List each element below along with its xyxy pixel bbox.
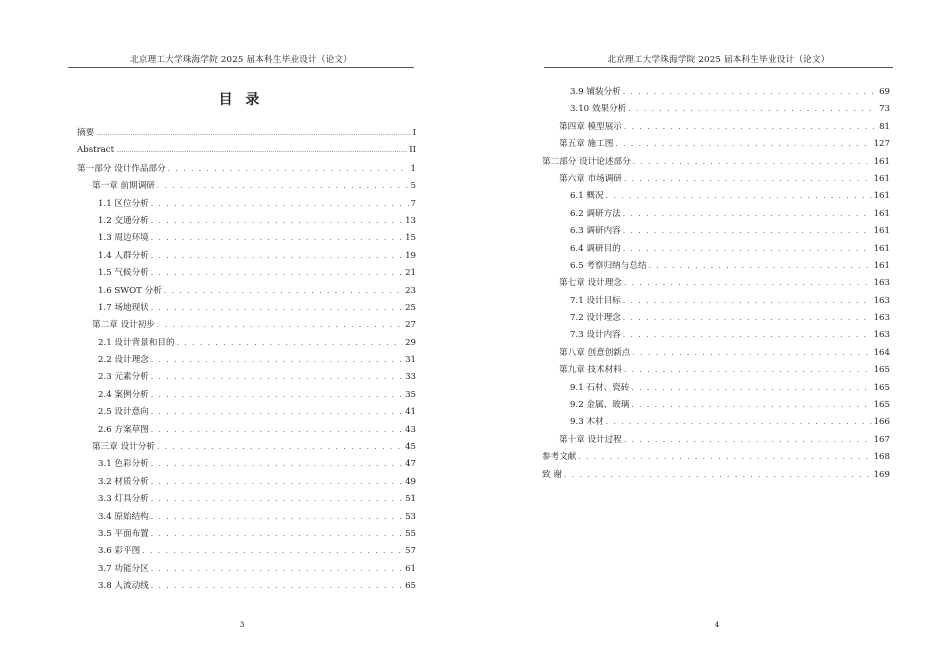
toc-entry[interactable] [542,344,890,361]
toc-entry-page: 57 [405,546,416,557]
toc-list-left [77,125,416,595]
toc-entry-page: 163 [873,330,890,341]
toc-dot-leader [151,490,403,507]
toc-entry-label: 3.5 平面布置 [98,528,149,539]
toc-entry-page: 69 [879,87,890,97]
toc-entry-label: 3.8 人流动线 [98,581,149,592]
toc-entry-label: 1.6 SWOT 分析 [98,285,162,296]
toc-entry-label: 7.1 设计目标 [570,295,621,306]
toc-entry-page: 13 [405,215,416,226]
toc-entry-label: 第四章 模型展示 [559,121,622,132]
toc-entry-page: 165 [873,400,890,411]
toc-dot-leader [633,153,872,170]
toc-dot-leader [623,83,877,100]
toc-entry[interactable] [542,379,890,396]
toc-entry-label: 7.3 设计内容 [570,330,621,341]
toc-entry[interactable] [77,299,416,316]
toc-dot-leader [151,386,403,403]
toc-entry-page: 43 [405,424,416,435]
toc-entry-label: 3.7 功能分区 [98,563,149,574]
toc-entry-label: 第一章 前期调研 [92,181,155,192]
toc-dot-leader [623,240,872,257]
toc-entry[interactable] [77,490,416,507]
toc-entry[interactable] [542,448,890,465]
toc-dot-leader [623,326,872,343]
toc-entry[interactable] [77,282,416,299]
toc-entry-page: 55 [405,528,416,539]
toc-entry-page: 29 [405,337,416,348]
toc-entry-page: I [412,128,416,138]
toc-entry-page: 61 [405,563,416,574]
toc-dot-leader [649,257,872,274]
toc-dot-leader [151,351,403,368]
toc-dot-leader [624,274,872,291]
toc-entry-label: 3.4 原始结构 [98,511,149,522]
toc-entry-label: 1.2 交通分析 [98,215,149,226]
toc-entry[interactable] [542,83,890,100]
toc-entry-page: 163 [873,295,890,306]
toc-dot-leader [606,413,872,430]
toc-entry[interactable] [542,292,890,309]
toc-entry[interactable] [77,160,416,177]
page-number: 4 [714,620,720,629]
toc-entry-page: 23 [405,285,416,296]
toc-entry-label: 第九章 技术材料 [559,365,622,376]
toc-dot-leader [142,542,403,559]
toc-entry[interactable] [77,577,416,594]
toc-dot-leader [116,142,407,159]
toc-entry-page: 65 [405,581,416,592]
toc-entry[interactable] [542,309,890,326]
toc-entry[interactable] [542,135,890,152]
toc-entry-label: Abstract [77,145,115,156]
toc-entry[interactable] [77,455,416,472]
toc-dot-leader [157,316,403,333]
toc-entry-page: 161 [873,191,890,202]
toc-entry-label: 第三章 设计分析 [92,442,155,453]
toc-entry-label: 1.1 区位分析 [98,198,149,209]
toc-entry-label: 2.3 元素分析 [98,372,149,383]
toc-entry-page: II [409,145,416,156]
toc-entry-label: 第六章 市场调研 [559,173,622,184]
toc-entry-label: 3.2 材质分析 [98,476,149,487]
toc-entry-page: 161 [873,243,890,254]
toc-entry[interactable] [542,187,890,204]
toc-entry-page: 51 [405,494,416,505]
toc-entry-label: 6.5 考察归纳与总结 [570,260,647,271]
toc-entry-label: 6.1 概况 [570,191,604,202]
toc-dot-leader [151,195,409,212]
toc-entry[interactable] [77,229,416,246]
toc-entry-page: 165 [873,382,890,393]
toc-entry[interactable] [77,542,416,559]
toc-entry-page: 1 [410,163,416,174]
toc-dot-leader [631,396,871,413]
toc-entry-page: 49 [405,476,416,487]
toc-entry-page: 161 [873,173,890,184]
toc-entry-page: 161 [873,156,890,167]
toc-entry[interactable] [77,177,416,194]
page-number: 3 [239,620,245,629]
toc-entry[interactable] [542,326,890,343]
toc-dot-leader [151,299,403,316]
toc-title: 目 录 [218,92,264,108]
header-rule [544,67,893,68]
toc-dot-leader [632,344,871,361]
toc-entry[interactable] [77,264,416,281]
toc-dot-leader [151,368,403,385]
toc-entry-page: 163 [873,278,890,289]
toc-entry[interactable] [77,386,416,403]
toc-entry[interactable] [77,525,416,542]
toc-entry[interactable] [542,118,890,135]
toc-entry-label: 3.1 色彩分析 [98,459,149,470]
toc-entry-label: 2.4 案例分析 [98,389,149,400]
toc-entry-page: 33 [405,372,416,383]
toc-dot-leader [624,431,872,448]
toc-dot-leader [157,438,403,455]
toc-entry[interactable] [542,466,890,483]
toc-entry[interactable] [77,142,416,159]
toc-entry[interactable] [77,403,416,420]
toc-entry-page: 161 [873,260,890,271]
toc-entry-label: 7.2 设计理念 [570,313,621,324]
toc-entry-label: 6.4 调研目的 [570,243,621,254]
toc-entry-page: 53 [405,511,416,522]
toc-dot-leader [96,125,410,142]
toc-entry-label: 2.2 设计理念 [98,355,149,366]
toc-entry-label: 6.2 调研方法 [570,208,621,219]
toc-entry-label: 2.6 方案草图 [98,424,149,435]
toc-entry-page: 81 [879,121,890,132]
toc-entry-page: 21 [405,268,416,279]
toc-entry-label: 1.3 周边环境 [98,233,149,244]
toc-entry-label: 1.7 场地现状 [98,302,149,313]
toc-entry[interactable] [77,195,416,212]
toc-entry-page: 19 [405,250,416,261]
toc-dot-leader [623,205,872,222]
toc-entry[interactable] [77,473,416,490]
toc-entry-label: 3.3 灯具分析 [98,494,149,505]
toc-entry-page: 169 [873,469,890,480]
toc-entry[interactable] [542,100,890,117]
toc-entry-label: 2.5 设计意向 [98,407,149,418]
toc-dot-leader [631,379,871,396]
toc-dot-leader [606,187,872,204]
page-header: 北京理工大学珠海学院 2025 届本科生毕业设计（论文） [130,55,352,65]
toc-entry[interactable] [542,205,890,222]
toc-entry[interactable] [542,431,890,448]
toc-entry-page: 5 [410,181,416,192]
toc-entry[interactable] [77,368,416,385]
toc-dot-leader [623,292,872,309]
toc-dot-leader [624,118,877,135]
toc-dot-leader [157,177,409,194]
toc-entry-page: 167 [873,434,890,445]
toc-entry-label: 第二章 设计初步 [92,320,155,331]
toc-entry-label: 3.6 彩平图 [98,546,141,557]
toc-dot-leader [623,222,872,239]
toc-entry[interactable] [77,508,416,525]
toc-entry[interactable] [542,361,890,378]
toc-dot-leader [624,361,872,378]
toc-entry-page: 163 [873,313,890,324]
toc-entry[interactable] [77,247,416,264]
toc-entry[interactable] [542,274,890,291]
toc-dot-leader [151,473,403,490]
toc-dot-leader [151,455,403,472]
header-rule [68,67,414,68]
toc-dot-leader [151,508,403,525]
toc-dot-leader [151,229,403,246]
toc-entry[interactable] [542,222,890,239]
toc-entry[interactable] [77,212,416,229]
toc-entry[interactable] [77,334,416,351]
toc-dot-leader [151,264,403,281]
toc-entry-label: 第二部分 设计论述部分 [542,156,631,167]
toc-entry[interactable] [542,170,890,187]
toc-dot-leader [615,135,871,152]
toc-entry-label: 致 谢 [542,469,562,480]
toc-entry-page: 168 [873,452,890,463]
toc-entry[interactable] [77,316,416,333]
toc-entry-page: 41 [405,407,416,418]
toc-entry-label: 摘要 [77,128,95,138]
toc-entry-page: 166 [873,417,890,428]
toc-dot-leader [564,466,872,483]
toc-entry[interactable] [542,396,890,413]
toc-entry[interactable] [542,240,890,257]
toc-entry-label: 参考文献 [542,452,577,463]
toc-entry-label: 9.2 金属、玻璃 [570,400,630,411]
toc-dot-leader [578,448,871,465]
toc-dot-leader [151,577,403,594]
toc-dot-leader [151,525,403,542]
toc-entry-page: 7 [410,198,416,209]
toc-entry-page: 45 [405,442,416,453]
toc-entry-page: 127 [873,139,890,150]
toc-entry[interactable] [77,125,416,142]
toc-entry[interactable] [542,257,890,274]
toc-dot-leader [628,100,877,117]
toc-entry[interactable] [77,351,416,368]
toc-entry[interactable] [77,438,416,455]
toc-entry-page: 47 [405,459,416,470]
toc-dot-leader [151,212,403,229]
toc-entry-page: 31 [405,355,416,366]
right-page [475,0,950,672]
toc-entry-label: 2.1 设计背景和目的 [98,337,175,348]
toc-entry-label: 第一部分 设计作品部分 [77,163,166,174]
toc-entry-page: 165 [873,365,890,376]
toc-entry[interactable] [77,560,416,577]
toc-entry[interactable] [542,413,890,430]
toc-entry-label: 9.3 木材 [570,417,604,428]
toc-entry[interactable] [77,421,416,438]
page-header: 北京理工大学珠海学院 2025 届本科生毕业设计（论文） [607,55,830,65]
toc-entry-label: 9.1 石材、瓷砖 [570,382,630,393]
toc-dot-leader [624,170,872,187]
toc-entry-page: 161 [873,208,890,219]
toc-dot-leader [623,309,872,326]
toc-dot-leader [151,560,403,577]
toc-dot-leader [168,160,409,177]
toc-entry-label: 3.10 效果分析 [570,104,627,115]
toc-dot-leader [177,334,404,351]
toc-entry-page: 15 [405,233,416,244]
toc-dot-leader [151,403,403,420]
toc-dot-leader [151,421,403,438]
toc-entry-label: 第十章 设计过程 [559,434,622,445]
toc-list-right [542,83,890,483]
toc-entry-label: 第八章 创意创新点 [559,347,631,358]
toc-entry-page: 161 [873,226,890,237]
toc-entry-page: 25 [405,302,416,313]
toc-entry-label: 1.5 气候分析 [98,268,149,279]
toc-entry-page: 164 [873,347,890,358]
toc-entry-label: 1.4 人群分析 [98,250,149,261]
toc-entry-page: 35 [405,389,416,400]
toc-entry-label: 6.3 调研内容 [570,226,621,237]
toc-entry-label: 第七章 设计理念 [559,278,622,289]
toc-entry-label: 第五章 施工图 [559,139,614,150]
toc-entry-page: 27 [405,320,416,331]
toc-entry-page: 73 [879,104,890,115]
toc-entry-label: 3.9 铺装分析 [570,87,621,97]
toc-dot-leader [151,247,403,264]
toc-dot-leader [164,282,403,299]
toc-entry[interactable] [542,153,890,170]
